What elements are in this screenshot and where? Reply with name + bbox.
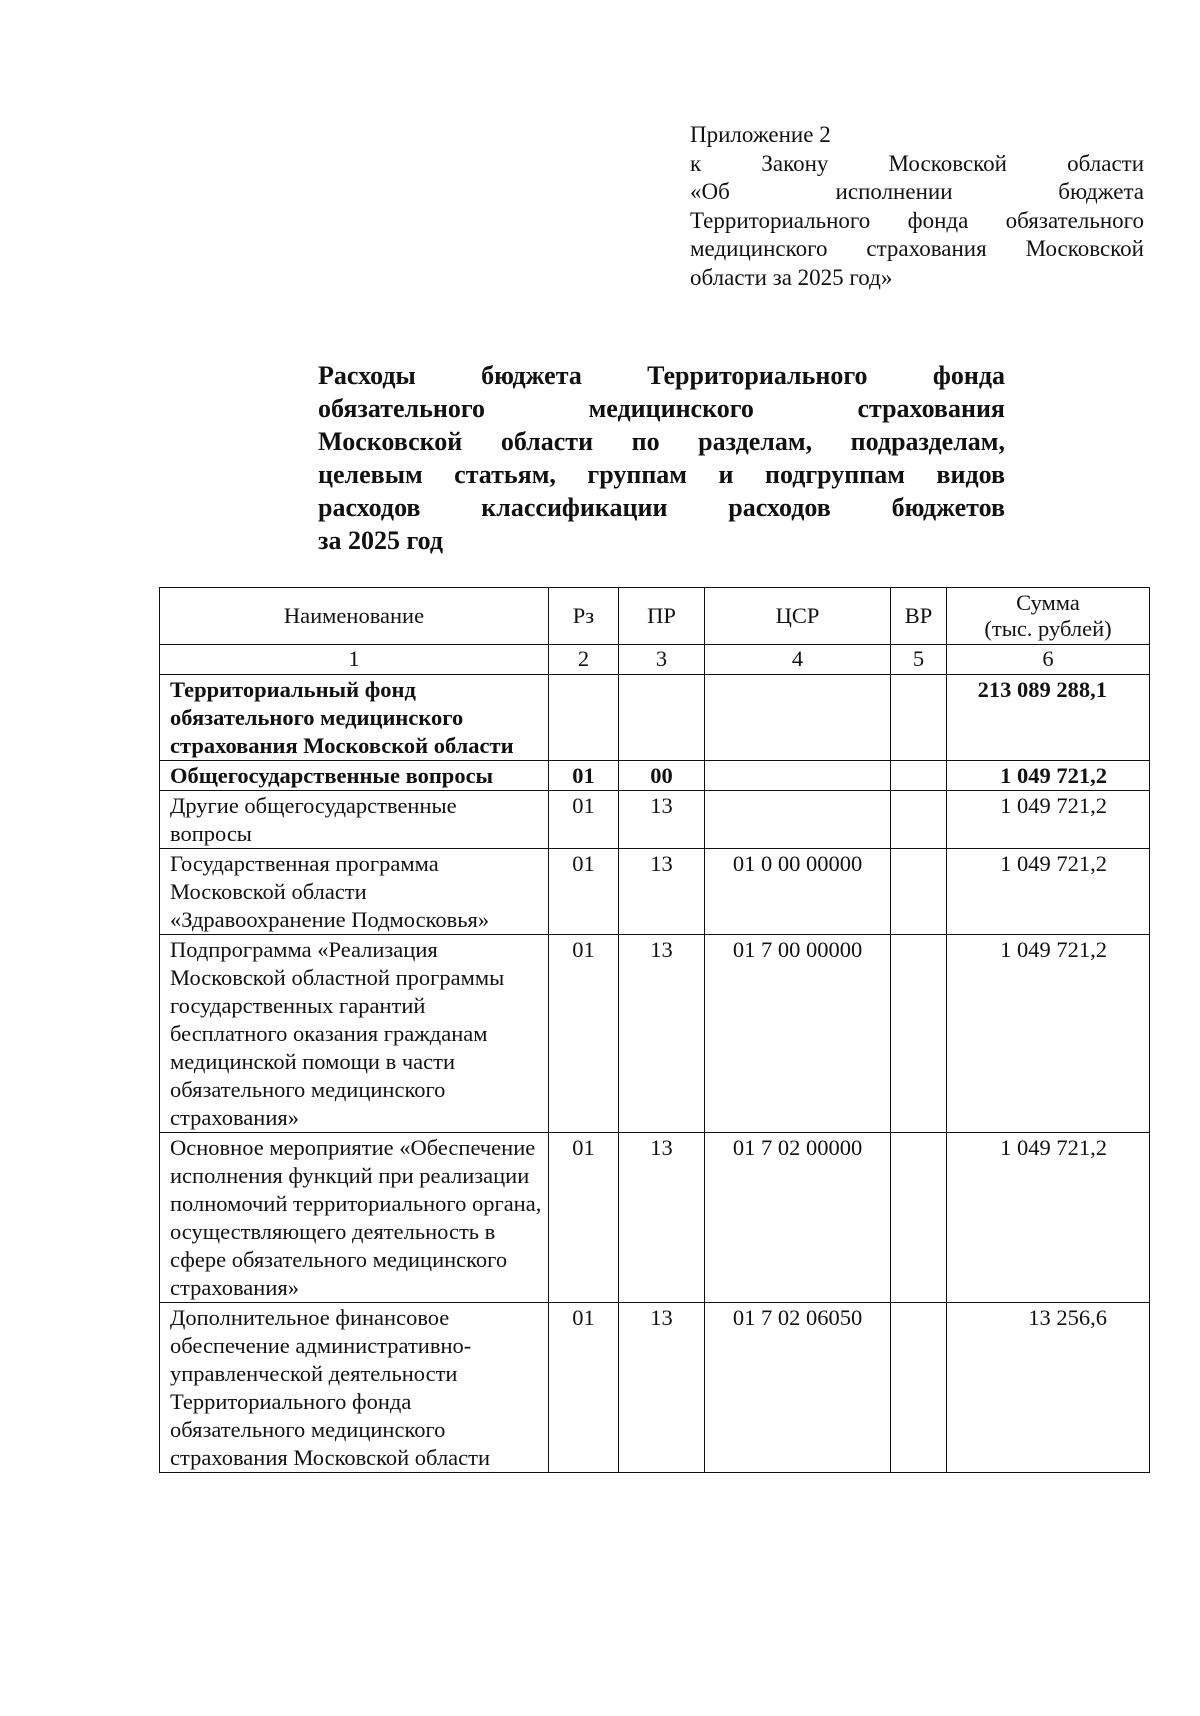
row-csr-cell: 01 0 00 00000 <box>705 849 891 935</box>
row-csr-cell: 01 7 00 00000 <box>705 935 891 1133</box>
row-sum-cell: 213 089 288,1 <box>947 675 1150 761</box>
header-pr: ПР <box>619 588 705 645</box>
row-vr-cell <box>891 761 947 791</box>
row-vr-cell <box>891 935 947 1133</box>
row-sum-cell: 1 049 721,2 <box>947 761 1150 791</box>
document-title <box>318 359 1005 557</box>
row-name-cell: Основное мероприятие «Обеспечение исполнения функций при реализации полномочий территориального органа, осуществляющего деятельность в сфере обязательного медицинского страхования» <box>160 1133 549 1303</box>
appendix-law-title-line: Территориального фонда обязательного <box>690 207 1144 233</box>
table-row <box>160 935 1150 1133</box>
table-row <box>160 791 1150 849</box>
row-rz-cell: 01 <box>549 1133 619 1303</box>
row-rz-cell: 01 <box>549 1303 619 1473</box>
row-rz-cell: 01 <box>549 761 619 791</box>
column-number: 4 <box>705 645 891 675</box>
row-csr-cell <box>705 761 891 791</box>
column-number: 1 <box>160 645 549 675</box>
row-name-cell: Дополнительное финансовое обеспечение административно-управленческой деятельности Территориального фонда обязательного медицинского страхования Московской области <box>160 1303 549 1473</box>
row-name-cell: Государственная программа Московской области «Здравоохранение Подмосковья» <box>160 849 549 935</box>
row-pr-cell: 00 <box>619 761 705 791</box>
row-name-cell: Территориальный фонд обязательного медицинского страхования Московской области <box>160 675 549 761</box>
row-vr-cell <box>891 791 947 849</box>
appendix-law-title-line: области за 2025 год» <box>690 264 893 290</box>
title-line: расходов классификации расходов бюджетов <box>318 493 1005 522</box>
appendix-word: Закону <box>761 150 829 176</box>
row-pr-cell: 13 <box>619 791 705 849</box>
row-rz-cell: 01 <box>549 849 619 935</box>
title-line: обязательного медицинского страхования <box>318 394 1005 423</box>
header-csr: ЦСР <box>705 588 891 645</box>
title-line: Московской области по разделам, подразделам, <box>318 427 1005 456</box>
row-name-cell: Общегосударственные вопросы <box>160 761 549 791</box>
row-sum-cell: 1 049 721,2 <box>947 935 1150 1133</box>
column-number-row <box>160 645 1150 675</box>
appendix-word: к <box>690 150 702 176</box>
title-line: целевым статьям, группам и подгруппам видов <box>318 460 1005 489</box>
row-sum-cell: 1 049 721,2 <box>947 791 1150 849</box>
table-row <box>160 1303 1150 1473</box>
header-name: Наименование <box>160 588 549 645</box>
table-row <box>160 675 1150 761</box>
row-rz-cell: 01 <box>549 935 619 1133</box>
column-number: 6 <box>947 645 1150 675</box>
appendix-label: Приложение 2 <box>690 122 831 147</box>
header-vr: ВР <box>891 588 947 645</box>
row-name-cell: Подпрограмма «Реализация Московской областной программы государственных гарантий бесплатного оказания гражданам медицинской помощи в части обязательного медицинского страхования» <box>160 935 549 1133</box>
row-pr-cell: 13 <box>619 1303 705 1473</box>
row-vr-cell <box>891 1303 947 1473</box>
column-number: 3 <box>619 645 705 675</box>
appendix-word: области <box>1067 150 1145 176</box>
row-sum-cell: 1 049 721,2 <box>947 849 1150 935</box>
column-number: 2 <box>549 645 619 675</box>
table-row <box>160 1133 1150 1303</box>
row-vr-cell <box>891 849 947 935</box>
row-pr-cell: 13 <box>619 935 705 1133</box>
appendix-law-reference <box>690 150 1144 179</box>
row-csr-cell <box>705 675 891 761</box>
appendix-word: Московской <box>888 150 1007 176</box>
row-sum-cell: 1 049 721,2 <box>947 1133 1150 1303</box>
row-csr-cell: 01 7 02 00000 <box>705 1133 891 1303</box>
row-csr-cell: 01 7 02 06050 <box>705 1303 891 1473</box>
row-sum-cell: 13 256,6 <box>947 1303 1150 1473</box>
table-row <box>160 849 1150 935</box>
row-pr-cell: 13 <box>619 1133 705 1303</box>
header-sum-label: Сумма <box>1016 590 1080 615</box>
row-rz-cell: 01 <box>549 791 619 849</box>
row-csr-cell <box>705 791 891 849</box>
row-rz-cell <box>549 675 619 761</box>
table-header-row <box>160 588 1150 645</box>
row-vr-cell <box>891 1133 947 1303</box>
row-name-cell: Другие общегосударственные вопросы <box>160 791 549 849</box>
column-number: 5 <box>891 645 947 675</box>
appendix-law-title-line: «Об исполнении бюджета <box>690 179 1144 204</box>
header-sum <box>947 588 1150 645</box>
table-row <box>160 761 1150 791</box>
expenditure-table <box>159 587 1150 1473</box>
appendix-header <box>690 121 1144 292</box>
header-rz: Рз <box>549 588 619 645</box>
row-pr-cell <box>619 675 705 761</box>
title-line: за 2025 год <box>318 526 444 555</box>
row-pr-cell: 13 <box>619 849 705 935</box>
row-vr-cell <box>891 675 947 761</box>
header-sum-unit: (тыс. рублей) <box>984 616 1112 641</box>
title-line: Расходы бюджета Территориального фонда <box>318 361 1005 390</box>
appendix-law-title-line: медицинского страхования Московской <box>690 236 1144 261</box>
